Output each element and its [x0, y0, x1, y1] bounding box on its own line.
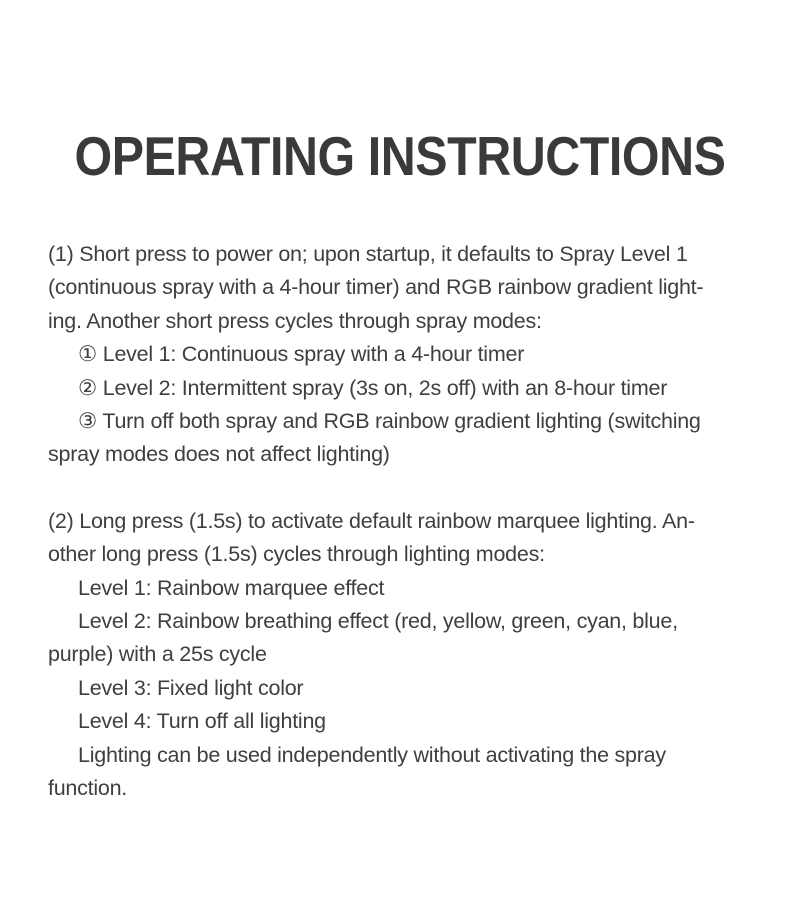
text-line: (1) Short press to power on; upon startup, it defaults to Spray Level 1	[48, 242, 688, 266]
text-line: spray modes does not affect lighting)	[48, 442, 390, 467]
list-item-light-level-1: Level 1: Rainbow marquee effect	[78, 575, 385, 600]
text-line: (continuous spray with a 4-hour timer) and RGB rainbow gradient light-	[48, 275, 704, 300]
section-lighting-modes	[48, 505, 760, 806]
list-item-light-level-2: Level 2: Rainbow breathing effect (red, yellow, green, cyan, blue,	[78, 609, 678, 634]
text-line: purple) with a 25s cycle	[48, 642, 267, 667]
text-line: Lighting can be used independently without activating the spray	[78, 742, 666, 767]
list-item-spray-level-2: ② Level 2: Intermittent spray (3s on, 2s off) with an 8-hour timer	[78, 375, 668, 400]
list-item-light-level-3: Level 3: Fixed light color	[78, 675, 304, 700]
page-title: OPERATING INSTRUCTIONS	[74, 125, 726, 187]
instructions-body	[48, 238, 760, 806]
text-line: other long press (1.5s) cycles through lighting modes:	[48, 542, 545, 567]
text-line: function.	[48, 776, 128, 801]
text-line: ing. Another short press cycles through spray modes:	[48, 308, 542, 333]
list-item-spray-off: ③ Turn off both spray and RGB rainbow gradient lighting (switching	[78, 409, 701, 434]
section-spray-modes	[48, 238, 760, 472]
text-line: (2) Long press (1.5s) to activate default rainbow marquee lighting. An-	[48, 508, 695, 533]
list-item-spray-level-1: ① Level 1: Continuous spray with a 4-hour timer	[78, 342, 525, 367]
list-item-light-level-4: Level 4: Turn off all lighting	[78, 709, 326, 734]
